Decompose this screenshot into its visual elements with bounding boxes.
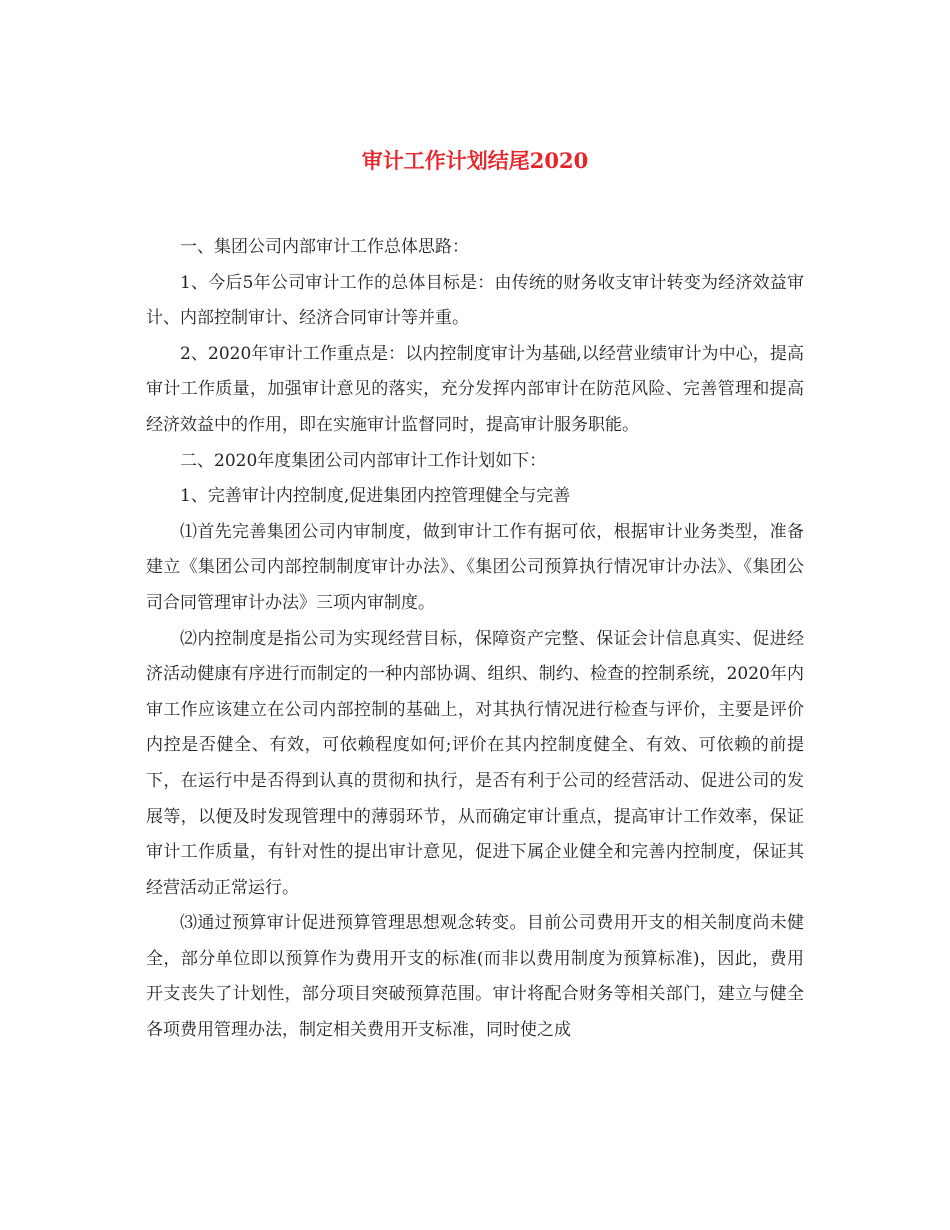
paragraph-item-3: ⑶通过预算审计促进预算管理思想观念转变。目前公司费用开支的相关制度尚未健全，部分单位即以预算作为费用开支的标准(而非以费用制度为预算标准)，因此，费用开支丧失了计划性，部分项目突破预算范围。审计将配合财务等相关部门，建立与健全各项费用管理办法，制定相关费用开支标准，同时使之成	[146, 913, 804, 1041]
paragraph-improve-controls: 1、完善审计内控制度,促进集团内控管理健全与完善	[180, 486, 571, 507]
paragraph-item-2: ⑵内控制度是指公司为实现经营目标，保障资产完整、保证会计信息真实、促进经济活动健康有序进行而制定的一种内部协调、组织、制约、检查的控制系统，2020年内审工作应该建立在公司内部控制的基础上，对其执行情况进行检查与评价，主要是评价内控是否健全、有效，可依赖程度如何;评价在其内控制度健全、有效、可依赖的前提下，在运行中是否得到认真的贯彻和执行，是否有利于公司的经营活动、促进公司的发展等，以便及时发现管理中的薄弱环节，从而确定审计重点，提高审计工作效率，保证审计工作质量，有针对性的提出审计意见，促进下属企业健全和完善内控制度，保证其经营活动正常运行。	[146, 628, 804, 898]
paragraph-section-2-heading: 二、2020年度集团公司内部审计工作计划如下：	[180, 450, 547, 471]
paragraph-section-1-heading: 一、集团公司内部审计工作总体思路：	[180, 237, 469, 257]
paragraph-item-1: ⑴首先完善集团公司内审制度，做到审计工作有据可依，根据审计业务类型，准备建立《集团公司内部控制制度审计办法》、《集团公司预算执行情况审计办法》、《集团公司合同管理审计办法》三项内审制度。	[146, 521, 804, 613]
paragraph-2020-focus: 2、2020年审计工作重点是：以内控制度审计为基础,以经营业绩审计为中心，提高审计工作质量，加强审计意见的落实，充分发挥内部审计在防范风险、完善管理和提高经济效益中的作用，即在实施审计监督同时，提高审计服务职能。	[146, 343, 804, 435]
document-title: 审计工作计划结尾2020	[361, 148, 589, 173]
document-body	[146, 230, 804, 1049]
paragraph-overall-goal: 1、今后5年公司审计工作的总体目标是：由传统的财务收支审计转变为经济效益审计、内部控制审计、经济合同审计等并重。	[146, 272, 804, 329]
